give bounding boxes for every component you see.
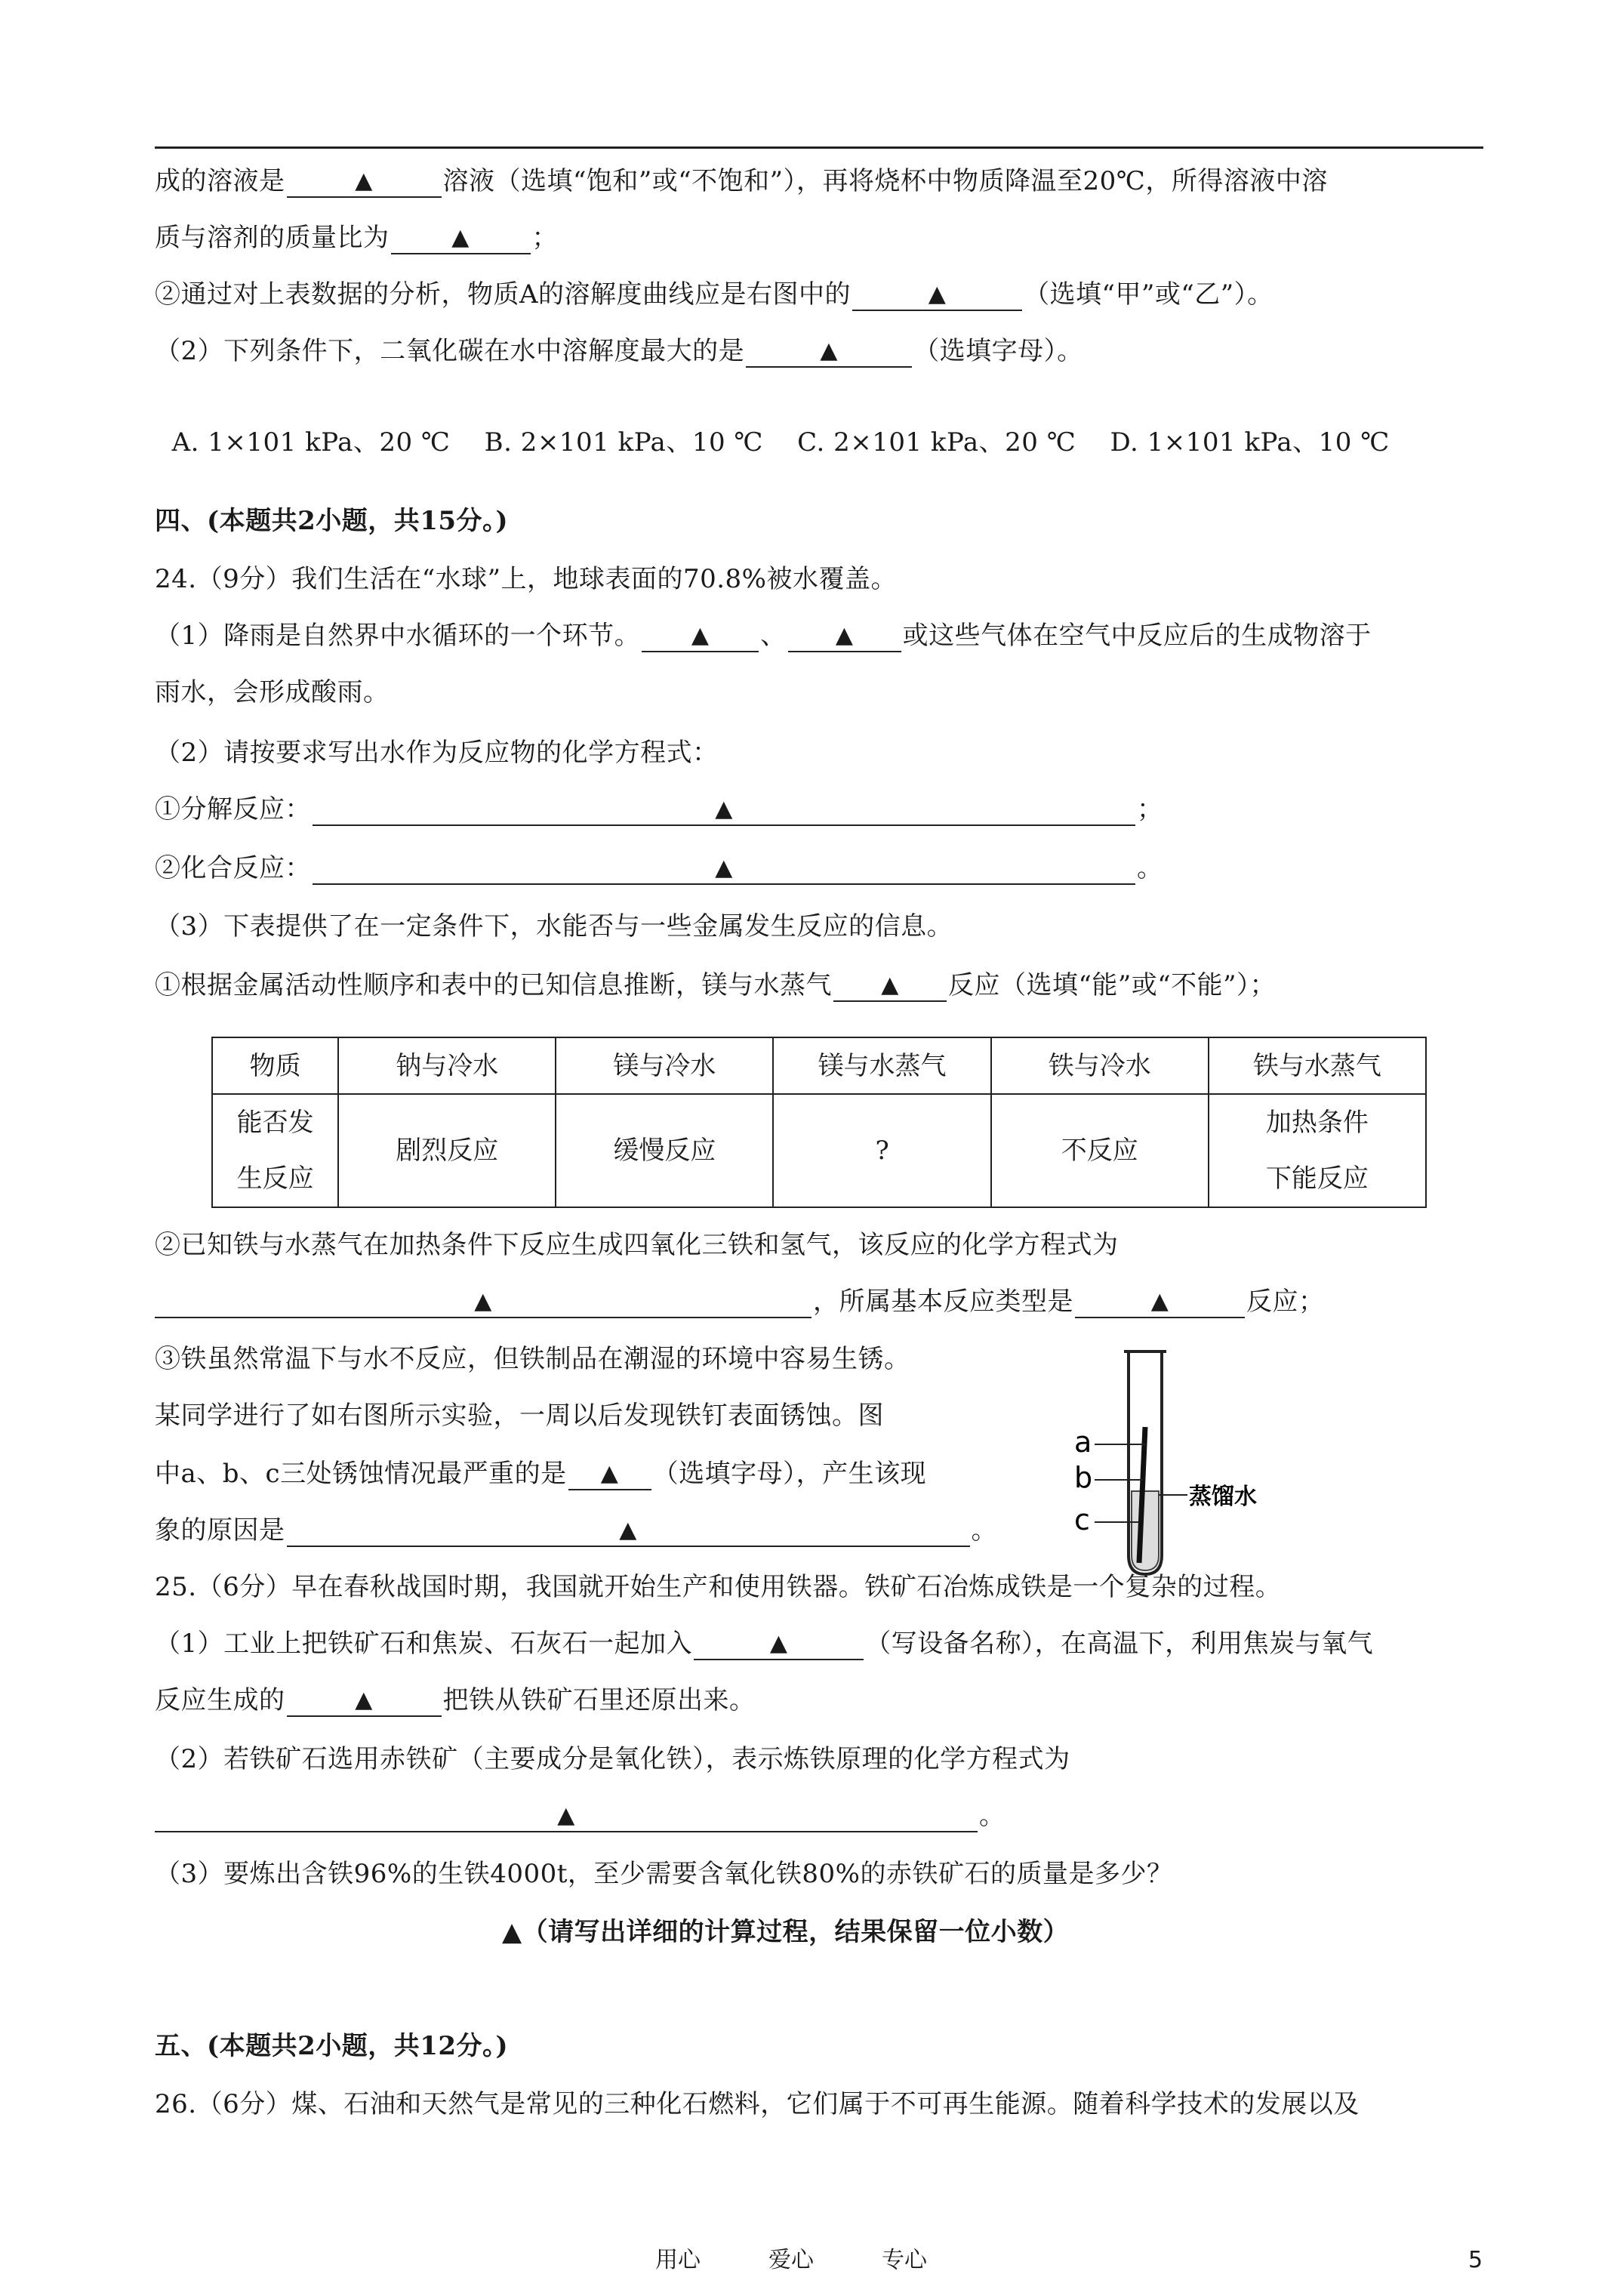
triangle-icon: ▲ xyxy=(451,224,470,251)
metal-water-table xyxy=(211,1037,1427,1208)
text-fragment: 反应（选填“能”或“不能”）； xyxy=(948,970,1277,1000)
triangle-icon: ▲ xyxy=(835,622,854,649)
text-fragment: 24.（9分）我们生活在“水球”上，地球表面的70.8%被水覆盖。 xyxy=(155,564,897,594)
triangle-icon: ▲ xyxy=(600,1460,619,1487)
test-tube-figure xyxy=(1061,1344,1287,1586)
cell-line: 加热条件 xyxy=(1265,1108,1369,1138)
table-row xyxy=(212,1094,1426,1207)
triangle-icon: ▲ xyxy=(715,855,733,881)
answer-blank[interactable] xyxy=(694,1627,864,1660)
question-24 xyxy=(155,562,897,596)
answer-blank[interactable] xyxy=(287,165,442,198)
section-heading xyxy=(155,2029,508,2063)
table-cell: ? xyxy=(773,1094,990,1207)
table-header: 镁与水蒸气 xyxy=(773,1037,990,1094)
text-fragment: 把铁从铁矿石里还原出来。 xyxy=(442,1685,756,1715)
page-number: 5 xyxy=(1468,2247,1483,2273)
triangle-icon: ▲ xyxy=(715,796,733,822)
text-line xyxy=(155,1342,910,1376)
text-fragment: ③铁虽然常温下与水不反应，但铁制品在潮湿的环境中容易生锈。 xyxy=(155,1344,910,1374)
text-line xyxy=(155,910,953,943)
text-fragment: （选填字母）。 xyxy=(913,336,1083,366)
text-fragment: （2）请按要求写出水作为反应物的化学方程式： xyxy=(155,738,719,768)
label-a: a xyxy=(1074,1425,1092,1459)
table-header: 铁与水蒸气 xyxy=(1209,1037,1426,1094)
answer-blank[interactable] xyxy=(1075,1285,1245,1318)
text-line xyxy=(155,1684,756,1717)
text-fragment: 。 xyxy=(979,1801,1006,1831)
text-fragment: ▲（请写出详细的计算过程，结果保留一位小数） xyxy=(502,1917,1070,1947)
text-fragment: ①分解反应： xyxy=(155,794,311,824)
text-fragment: 或这些气体在空气中反应后的生成物溶于 xyxy=(902,621,1372,651)
table-cell: 不反应 xyxy=(991,1094,1209,1207)
text-fragment: 。 xyxy=(1137,853,1163,883)
text-fragment: 反应生成的 xyxy=(155,1685,285,1715)
triangle-icon: ▲ xyxy=(820,337,838,364)
calculation-note xyxy=(502,1915,1069,1949)
text-fragment: （1）降雨是自然界中水循环的一个环节。 xyxy=(155,621,641,651)
footer-word: 爱心 xyxy=(768,2247,814,2273)
answer-blank[interactable] xyxy=(833,969,947,1002)
text-fragment: 四、(本题共2小题，共15分。) xyxy=(155,506,509,536)
text-fragment: 某同学进行了如右图所示实验，一周以后发现铁钉表面锈蚀。图 xyxy=(155,1401,884,1431)
text-line xyxy=(155,969,1276,1002)
text-fragment: ②化合反应： xyxy=(155,853,311,883)
table-header: 镁与冷水 xyxy=(556,1037,773,1094)
text-line xyxy=(155,736,719,769)
label-b: b xyxy=(1074,1461,1093,1494)
header-rule xyxy=(155,146,1483,149)
answer-blank[interactable] xyxy=(852,278,1022,311)
text-fragment: （2）下列条件下，二氧化碳在水中溶解度最大的是 xyxy=(155,336,745,366)
triangle-icon: ▲ xyxy=(881,972,899,998)
text-line xyxy=(155,1627,1373,1660)
question-25 xyxy=(155,1570,1281,1604)
text-fragment: （3）下表提供了在一定条件下，水能否与一些金属发生反应的信息。 xyxy=(155,911,953,942)
text-fragment: 反应； xyxy=(1246,1287,1325,1317)
question-26 xyxy=(155,2088,1360,2121)
cell-line: 下能反应 xyxy=(1265,1163,1369,1194)
text-fragment: （1）工业上把铁矿石和焦炭、石灰石一起加入 xyxy=(155,1629,693,1659)
text-fragment: （2）若铁矿石选用赤铁矿（主要成分是氧化铁），表示炼铁原理的化学方程式为 xyxy=(155,1744,1070,1774)
text-fragment: 雨水，会形成酸雨。 xyxy=(155,677,390,707)
text-fragment: ； xyxy=(531,223,558,253)
section-heading xyxy=(155,504,508,538)
text-line xyxy=(155,852,1163,885)
answer-blank[interactable] xyxy=(642,619,759,652)
text-line xyxy=(155,1228,1119,1262)
text-line xyxy=(155,676,390,709)
footer-word: 用心 xyxy=(655,2247,701,2273)
label-c: c xyxy=(1074,1503,1090,1536)
text-line xyxy=(155,793,1163,826)
answer-blank[interactable] xyxy=(313,793,1135,826)
triangle-icon: ▲ xyxy=(355,1687,373,1713)
text-line xyxy=(155,1457,926,1490)
text-fragment: （写设备名称），在高温下，利用焦炭与氧气 xyxy=(865,1629,1374,1659)
answer-blank[interactable] xyxy=(391,221,531,254)
answer-blank[interactable] xyxy=(155,1799,978,1832)
text-fragment: 五、(本题共2小题，共12分。) xyxy=(155,2031,509,2061)
water-fill xyxy=(1132,1491,1159,1570)
text-fragment: （选填字母），产生该现 xyxy=(652,1459,927,1489)
text-line xyxy=(155,278,1273,311)
text-line xyxy=(155,1285,1325,1318)
text-fragment: （选填“甲”或“乙”）。 xyxy=(1024,279,1273,310)
triangle-icon: ▲ xyxy=(691,622,710,649)
text-fragment: ； xyxy=(1137,794,1163,824)
triangle-icon: ▲ xyxy=(1150,1288,1169,1314)
text-fragment: ①根据金属活动性顺序和表中的已知信息推断，镁与水蒸气 xyxy=(155,970,832,1000)
footer-word: 专心 xyxy=(882,2247,927,2273)
text-line xyxy=(155,619,1372,652)
cell-line: 生反应 xyxy=(236,1163,314,1194)
triangle-icon: ▲ xyxy=(928,281,947,307)
text-line xyxy=(155,334,1083,368)
answer-blank[interactable] xyxy=(155,1285,812,1318)
triangle-icon: ▲ xyxy=(769,1630,788,1657)
text-fragment: 溶液（选填“饱和”或“不饱和”），再将烧杯中物质降温至20℃，所得溶液中溶 xyxy=(442,166,1328,196)
text-fragment: 中a、b、c三处锈蚀情况最严重的是 xyxy=(155,1459,567,1489)
text-fragment: 、 xyxy=(760,621,787,651)
text-fragment: 25.（6分）早在春秋战国时期，我国就开始生产和使用铁器。铁矿石冶炼成铁是一个复杂的过程。 xyxy=(155,1572,1282,1602)
table-cell xyxy=(1209,1094,1426,1207)
table-header-row xyxy=(212,1037,1426,1094)
text-line xyxy=(155,1399,884,1432)
text-fragment: 象的原因是 xyxy=(155,1515,285,1546)
options-line xyxy=(155,393,1390,459)
text-fragment: （3）要炼出含铁96%的生铁4000t，至少需要含氧化铁80%的赤铁矿石的质量是多少？ xyxy=(155,1859,1173,1889)
table-cell: 缓慢反应 xyxy=(556,1094,773,1207)
answer-blank[interactable] xyxy=(287,1684,442,1717)
triangle-icon: ▲ xyxy=(557,1802,575,1829)
answer-blank[interactable] xyxy=(788,619,901,652)
text-line xyxy=(155,1857,1172,1891)
answer-blank[interactable] xyxy=(287,1514,970,1547)
text-line xyxy=(155,165,1328,198)
text-line xyxy=(155,1514,997,1547)
text-fragment: ②已知铁与水蒸气在加热条件下反应生成四氧化三铁和氢气，该反应的化学方程式为 xyxy=(155,1230,1119,1260)
text-fragment: 成的溶液是 xyxy=(155,166,285,196)
text-fragment: 。 xyxy=(971,1515,997,1546)
table-header: 钠与冷水 xyxy=(338,1037,556,1094)
table-cell xyxy=(212,1094,338,1207)
text-fragment: A. 1×101 kPa、20 ℃ B. 2×101 kPa、10 ℃ C. 2×101 kPa、20 ℃ D. 1×101 kPa、10 ℃ xyxy=(171,427,1390,458)
text-line xyxy=(155,1743,1070,1776)
cell-line: 能否发 xyxy=(236,1108,314,1138)
answer-blank[interactable] xyxy=(746,334,912,368)
triangle-icon: ▲ xyxy=(355,168,373,194)
text-fragment: ②通过对上表数据的分析，物质A的溶解度曲线应是右图中的 xyxy=(155,279,852,310)
answer-blank[interactable] xyxy=(568,1457,651,1490)
water-label: 蒸馏水 xyxy=(1189,1484,1257,1510)
table-cell: 剧烈反应 xyxy=(338,1094,556,1207)
text-fragment: 26.（6分）煤、石油和天然气是常见的三种化石燃料，它们属于不可再生能源。随着科学技术的发展以及 xyxy=(155,2089,1360,2119)
answer-blank[interactable] xyxy=(313,852,1135,885)
table-header: 铁与冷水 xyxy=(991,1037,1209,1094)
text-line xyxy=(155,221,558,254)
triangle-icon: ▲ xyxy=(474,1288,492,1314)
triangle-icon: ▲ xyxy=(619,1517,637,1543)
table-header: 物质 xyxy=(212,1037,338,1094)
text-fragment: ，所属基本反应类型是 xyxy=(813,1287,1073,1317)
text-fragment: 质与溶剂的质量比为 xyxy=(155,223,390,253)
text-line xyxy=(155,1799,1006,1832)
